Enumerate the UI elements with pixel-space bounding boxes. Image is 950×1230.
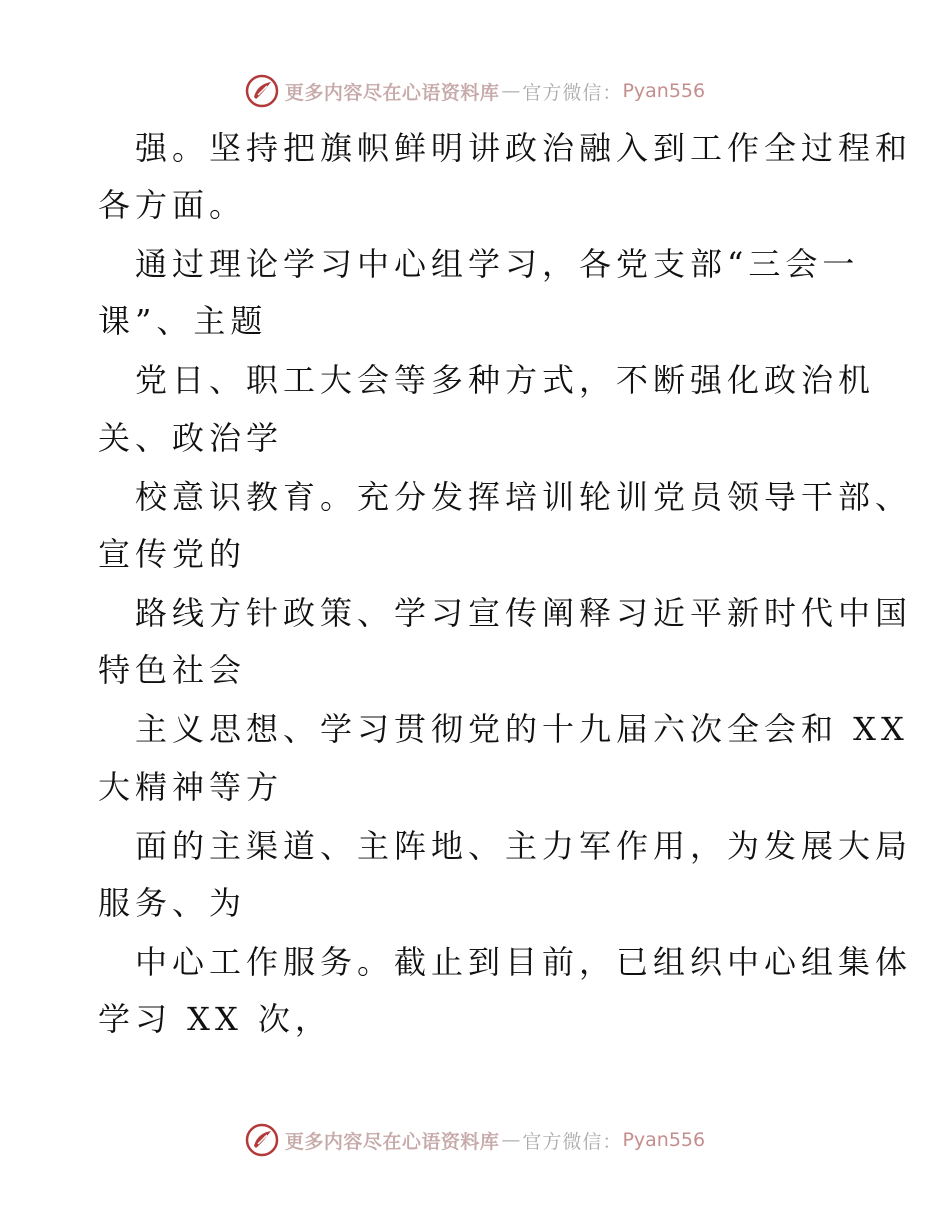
header-watermark: [0, 71, 950, 111]
paragraph-line: 中心工作服务。截止到目前，已组织中心组集体: [135, 943, 913, 981]
paragraph-line: 主义思想、学习贯彻党的十九届六次全会和 XX: [135, 710, 909, 748]
paragraph-line: 通过理论学习中心组学习，各党支部“三会一: [135, 245, 860, 283]
watermark-official: 官方微信：: [522, 1130, 623, 1153]
paragraph-line: 党日、职工大会等多种方式，不断强化政治机: [135, 361, 876, 399]
paragraph-line: 各方面。: [98, 186, 247, 224]
watermark-wechat-id: Pyan556: [622, 1129, 706, 1151]
paragraph-line: 关、政治学: [98, 419, 284, 457]
paragraph-line: 强。坚持把旗帜鲜明讲政治融入到工作全过程和: [135, 129, 913, 167]
footer-watermark: [0, 1120, 950, 1160]
paragraph-line: 宣传党的: [98, 535, 247, 573]
watermark-separator: —: [501, 1129, 521, 1151]
watermark-separator: —: [501, 80, 521, 102]
paragraph-line: 路线方针政策、学习宣传阐释习近平新时代中国: [135, 594, 913, 632]
paragraph-line: 服务、为: [98, 884, 247, 922]
paragraph-line: 大精神等方: [98, 768, 284, 806]
paragraph-line: 面的主渠道、主阵地、主力军作用，为发展大局: [135, 827, 913, 865]
watermark-brand: 更多内容尽在心语资料库: [284, 1130, 500, 1153]
watermark-official: 官方微信：: [522, 81, 623, 104]
brand-logo-icon: [245, 74, 279, 108]
paragraph-line: 课”、主题: [98, 302, 268, 340]
watermark-wechat-id: Pyan556: [622, 80, 706, 102]
brand-logo-icon: [245, 1123, 279, 1157]
paragraph-line: 特色社会: [98, 651, 247, 689]
paragraph-line: 校意识教育。充分发挥培训轮训党员领导干部、: [135, 478, 913, 516]
paragraph-line: 学习 XX 次，: [98, 1000, 332, 1038]
watermark-brand: 更多内容尽在心语资料库: [284, 81, 500, 104]
